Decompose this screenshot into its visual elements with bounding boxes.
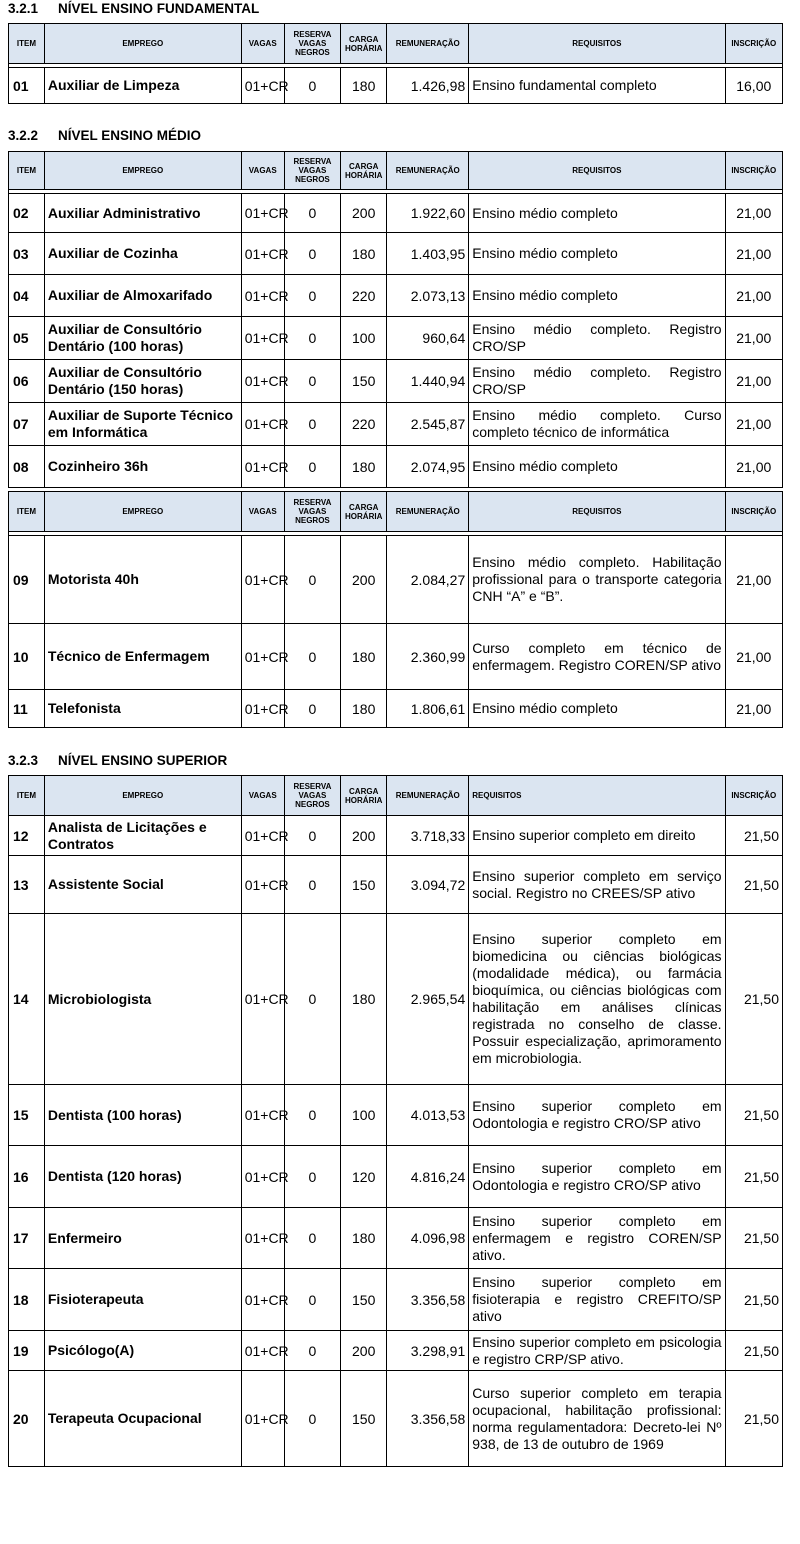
cell-requisitos: Ensino médio completo (469, 194, 725, 233)
cell-requisitos: Ensino médio completo. Habilitação profissional para o transporte categoria CNH “A” e “B”. (469, 536, 725, 624)
cell-reserva: 0 (284, 1269, 340, 1331)
header-inscricao: INSCRIÇÃO (725, 492, 782, 532)
cell-carga: 100 (341, 1085, 387, 1146)
header-item: ITEM (9, 152, 45, 190)
cell-inscricao: 21,50 (725, 1331, 782, 1371)
cell-carga: 200 (341, 194, 387, 233)
header-carga: CARGA HORÁRIA (341, 492, 387, 532)
table-fundamental (8, 23, 783, 104)
table-row (9, 275, 783, 317)
cell-remuneracao: 4.013,53 (387, 1085, 469, 1146)
cell-vagas: 01+CR (241, 1371, 284, 1467)
cell-vagas: 01+CR (241, 1146, 284, 1208)
cell-vagas: 01+CR (241, 690, 284, 728)
table-row (9, 1146, 783, 1208)
cell-vagas: 01+CR (241, 624, 284, 690)
cell-item: 08 (9, 446, 45, 488)
cell-reserva: 0 (284, 914, 340, 1085)
cell-item: 03 (9, 233, 45, 275)
cell-requisitos: Ensino médio completo (469, 446, 725, 488)
header-emprego: EMPREGO (44, 152, 241, 190)
section-heading: NÍVEL ENSINO MÉDIO (58, 128, 202, 143)
cell-emprego: Microbiologista (44, 914, 241, 1085)
cell-carga: 100 (341, 317, 387, 360)
cell-carga: 220 (341, 403, 387, 446)
cell-reserva: 0 (284, 690, 340, 728)
cell-requisitos: Ensino médio completo (469, 233, 725, 275)
section-number: 3.2.1 (8, 1, 39, 16)
cell-remuneracao: 4.096,98 (387, 1208, 469, 1269)
cell-remuneracao: 1.806,61 (387, 690, 469, 728)
cell-carga: 180 (341, 446, 387, 488)
cell-reserva: 0 (284, 1371, 340, 1467)
cell-inscricao: 21,50 (725, 1085, 782, 1146)
cell-requisitos: Curso superior completo em terapia ocupacional, habilitação profissional: norma regulamentadora: Decreto-lei Nº 938, de 13 de outubro de 1969 (469, 1371, 725, 1467)
cell-reserva: 0 (284, 1085, 340, 1146)
cell-remuneracao: 1.440,94 (387, 360, 469, 403)
cell-carga: 220 (341, 275, 387, 317)
cell-requisitos: Ensino superior completo em serviço social. Registro no CREES/SP ativo (469, 856, 725, 914)
table-medio-continued (8, 491, 783, 728)
cell-carga: 180 (341, 1208, 387, 1269)
cell-emprego: Terapeuta Ocupacional (44, 1371, 241, 1467)
cell-reserva: 0 (284, 68, 340, 104)
table-row (9, 403, 783, 446)
table-row (9, 1208, 783, 1269)
cell-inscricao: 21,00 (725, 275, 782, 317)
cell-emprego: Fisioterapeuta (44, 1269, 241, 1331)
cell-item: 01 (9, 68, 45, 104)
header-vagas: VAGAS (241, 492, 284, 532)
table-row (9, 360, 783, 403)
cell-vagas: 01+CR (241, 275, 284, 317)
header-vagas: VAGAS (241, 152, 284, 190)
cell-reserva: 0 (284, 536, 340, 624)
cell-carga: 150 (341, 1269, 387, 1331)
table-row (9, 816, 783, 856)
cell-emprego: Auxiliar de Cozinha (44, 233, 241, 275)
cell-emprego: Técnico de Enfermagem (44, 624, 241, 690)
section-number: 3.2.3 (8, 753, 39, 768)
cell-emprego: Auxiliar de Suporte Técnico em Informática (44, 403, 241, 446)
cell-remuneracao: 3.718,33 (387, 816, 469, 856)
cell-vagas: 01+CR (241, 68, 284, 104)
table-row (9, 233, 783, 275)
table-row (9, 856, 783, 914)
cell-vagas: 01+CR (241, 1269, 284, 1331)
cell-item: 20 (9, 1371, 45, 1467)
cell-remuneracao: 2.545,87 (387, 403, 469, 446)
cell-inscricao: 21,50 (725, 816, 782, 856)
cell-item: 14 (9, 914, 45, 1085)
table-superior (8, 775, 783, 1467)
cell-item: 11 (9, 690, 45, 728)
header-requisitos: REQUISITOS (469, 24, 725, 64)
header-emprego: EMPREGO (44, 24, 241, 64)
cell-reserva: 0 (284, 816, 340, 856)
cell-item: 13 (9, 856, 45, 914)
cell-carga: 200 (341, 816, 387, 856)
cell-carga: 120 (341, 1146, 387, 1208)
cell-vagas: 01+CR (241, 194, 284, 233)
cell-inscricao: 21,00 (725, 360, 782, 403)
cell-item: 19 (9, 1331, 45, 1371)
cell-inscricao: 21,50 (725, 1371, 782, 1467)
header-carga: CARGA HORÁRIA (341, 24, 387, 64)
table-row (9, 68, 783, 104)
cell-reserva: 0 (284, 446, 340, 488)
header-remuneracao: REMUNERAÇÃO (387, 152, 469, 190)
cell-remuneracao: 3.356,58 (387, 1371, 469, 1467)
cell-item: 16 (9, 1146, 45, 1208)
section-title-superior (8, 753, 227, 768)
cell-requisitos: Ensino médio completo. Registro CRO/SP (469, 317, 725, 360)
table-row (9, 1371, 783, 1467)
cell-remuneracao: 3.094,72 (387, 856, 469, 914)
cell-requisitos: Ensino superior completo em enfermagem e registro COREN/SP ativo. (469, 1208, 725, 1269)
cell-reserva: 0 (284, 275, 340, 317)
cell-carga: 180 (341, 233, 387, 275)
cell-carga: 200 (341, 1331, 387, 1371)
header-requisitos: REQUISITOS (469, 152, 725, 190)
cell-item: 02 (9, 194, 45, 233)
cell-requisitos: Ensino médio completo (469, 690, 725, 728)
cell-inscricao: 21,50 (725, 1208, 782, 1269)
header-remuneracao: REMUNERAÇÃO (387, 776, 469, 816)
cell-emprego: Auxiliar de Consultório Dentário (100 horas) (44, 317, 241, 360)
header-requisitos: REQUISITOS (469, 492, 725, 532)
cell-item: 15 (9, 1085, 45, 1146)
cell-reserva: 0 (284, 233, 340, 275)
table-header-row (9, 776, 783, 816)
table-row (9, 536, 783, 624)
cell-carga: 180 (341, 690, 387, 728)
section-title-medio (8, 128, 201, 143)
cell-inscricao: 21,00 (725, 317, 782, 360)
table-header-row (9, 24, 783, 64)
cell-inscricao: 21,00 (725, 624, 782, 690)
cell-vagas: 01+CR (241, 1085, 284, 1146)
cell-inscricao: 21,50 (725, 1146, 782, 1208)
cell-remuneracao: 2.360,99 (387, 624, 469, 690)
cell-remuneracao: 1.426,98 (387, 68, 469, 104)
cell-inscricao: 21,50 (725, 1269, 782, 1331)
header-inscricao: INSCRIÇÃO (725, 776, 782, 816)
cell-vagas: 01+CR (241, 317, 284, 360)
cell-inscricao: 21,50 (725, 856, 782, 914)
cell-emprego: Dentista (100 horas) (44, 1085, 241, 1146)
cell-reserva: 0 (284, 856, 340, 914)
cell-emprego: Dentista (120 horas) (44, 1146, 241, 1208)
cell-inscricao: 21,00 (725, 194, 782, 233)
cell-remuneracao: 4.816,24 (387, 1146, 469, 1208)
cell-requisitos: Ensino médio completo. Curso completo técnico de informática (469, 403, 725, 446)
cell-emprego: Motorista 40h (44, 536, 241, 624)
cell-carga: 150 (341, 360, 387, 403)
header-item: ITEM (9, 776, 45, 816)
cell-item: 18 (9, 1269, 45, 1331)
cell-emprego: Assistente Social (44, 856, 241, 914)
header-carga: CARGA HORÁRIA (341, 152, 387, 190)
header-emprego: EMPREGO (44, 776, 241, 816)
table-header-row (9, 492, 783, 532)
cell-requisitos: Ensino médio completo (469, 275, 725, 317)
header-reserva: RESERVA VAGAS NEGROS (284, 24, 340, 64)
header-remuneracao: REMUNERAÇÃO (387, 24, 469, 64)
cell-vagas: 01+CR (241, 536, 284, 624)
cell-remuneracao: 1.403,95 (387, 233, 469, 275)
header-requisitos: REQUISITOS (469, 776, 725, 816)
cell-item: 06 (9, 360, 45, 403)
cell-remuneracao: 1.922,60 (387, 194, 469, 233)
table-row (9, 1269, 783, 1331)
cell-remuneracao: 2.965,54 (387, 914, 469, 1085)
cell-inscricao: 21,00 (725, 446, 782, 488)
table-row (9, 1085, 783, 1146)
cell-emprego: Telefonista (44, 690, 241, 728)
cell-item: 07 (9, 403, 45, 446)
header-emprego: EMPREGO (44, 492, 241, 532)
header-item: ITEM (9, 24, 45, 64)
cell-inscricao: 21,00 (725, 403, 782, 446)
cell-reserva: 0 (284, 1208, 340, 1269)
cell-carga: 180 (341, 914, 387, 1085)
table-row (9, 690, 783, 728)
header-reserva: RESERVA VAGAS NEGROS (284, 776, 340, 816)
cell-emprego: Auxiliar de Almoxarifado (44, 275, 241, 317)
table-header-row (9, 152, 783, 190)
cell-item: 04 (9, 275, 45, 317)
header-inscricao: INSCRIÇÃO (725, 152, 782, 190)
cell-reserva: 0 (284, 360, 340, 403)
section-heading: NÍVEL ENSINO SUPERIOR (58, 753, 228, 768)
cell-inscricao: 21,00 (725, 536, 782, 624)
cell-requisitos: Ensino superior completo em direito (469, 816, 725, 856)
cell-requisitos: Ensino superior completo em fisioterapia e registro CREFITO/SP ativo (469, 1269, 725, 1331)
table-row (9, 624, 783, 690)
cell-requisitos: Ensino superior completo em psicologia e registro CRP/SP ativo. (469, 1331, 725, 1371)
header-inscricao: INSCRIÇÃO (725, 24, 782, 64)
table-row (9, 317, 783, 360)
cell-vagas: 01+CR (241, 816, 284, 856)
table-row (9, 194, 783, 233)
cell-reserva: 0 (284, 624, 340, 690)
cell-item: 12 (9, 816, 45, 856)
cell-remuneracao: 2.073,13 (387, 275, 469, 317)
cell-vagas: 01+CR (241, 914, 284, 1085)
cell-requisitos: Ensino superior completo em Odontologia e registro CRO/SP ativo (469, 1085, 725, 1146)
cell-inscricao: 21,00 (725, 233, 782, 275)
cell-inscricao: 16,00 (725, 68, 782, 104)
section-number: 3.2.2 (8, 128, 39, 143)
cell-emprego: Auxiliar de Consultório Dentário (150 horas) (44, 360, 241, 403)
cell-vagas: 01+CR (241, 446, 284, 488)
header-reserva: RESERVA VAGAS NEGROS (284, 152, 340, 190)
cell-vagas: 01+CR (241, 360, 284, 403)
cell-carga: 150 (341, 856, 387, 914)
cell-carga: 180 (341, 68, 387, 104)
cell-requisitos: Ensino fundamental completo (469, 68, 725, 104)
cell-emprego: Cozinheiro 36h (44, 446, 241, 488)
cell-remuneracao: 3.356,58 (387, 1269, 469, 1331)
cell-item: 05 (9, 317, 45, 360)
cell-requisitos: Ensino superior completo em biomedicina ou ciências biológicas (modalidade médica), ou farmácia bioquímica, ou ciências biológicas com habilitação em análises clínicas registrada no conselho de classe. Possuir especialização, aprimoramento em microbiologia. (469, 914, 725, 1085)
cell-item: 09 (9, 536, 45, 624)
cell-carga: 150 (341, 1371, 387, 1467)
cell-reserva: 0 (284, 1146, 340, 1208)
cell-remuneracao: 3.298,91 (387, 1331, 469, 1371)
table-medio (8, 151, 783, 488)
cell-remuneracao: 2.074,95 (387, 446, 469, 488)
cell-reserva: 0 (284, 317, 340, 360)
cell-vagas: 01+CR (241, 1208, 284, 1269)
cell-requisitos: Ensino médio completo. Registro CRO/SP (469, 360, 725, 403)
cell-inscricao: 21,00 (725, 690, 782, 728)
header-vagas: VAGAS (241, 776, 284, 816)
section-heading: NÍVEL ENSINO FUNDAMENTAL (58, 1, 260, 16)
cell-emprego: Psicólogo(A) (44, 1331, 241, 1371)
table-row (9, 1331, 783, 1371)
header-carga: CARGA HORÁRIA (341, 776, 387, 816)
table-row (9, 446, 783, 488)
cell-reserva: 0 (284, 194, 340, 233)
cell-reserva: 0 (284, 403, 340, 446)
cell-requisitos: Curso completo em técnico de enfermagem. Registro COREN/SP ativo (469, 624, 725, 690)
cell-vagas: 01+CR (241, 856, 284, 914)
cell-carga: 200 (341, 536, 387, 624)
cell-vagas: 01+CR (241, 403, 284, 446)
cell-emprego: Auxiliar de Limpeza (44, 68, 241, 104)
cell-requisitos: Ensino superior completo em Odontologia e registro CRO/SP ativo (469, 1146, 725, 1208)
header-reserva: RESERVA VAGAS NEGROS (284, 492, 340, 532)
cell-inscricao: 21,50 (725, 914, 782, 1085)
cell-remuneracao: 2.084,27 (387, 536, 469, 624)
cell-reserva: 0 (284, 1331, 340, 1371)
header-remuneracao: REMUNERAÇÃO (387, 492, 469, 532)
cell-remuneracao: 960,64 (387, 317, 469, 360)
header-vagas: VAGAS (241, 24, 284, 64)
cell-item: 17 (9, 1208, 45, 1269)
cell-emprego: Enfermeiro (44, 1208, 241, 1269)
cell-vagas: 01+CR (241, 233, 284, 275)
section-title-fundamental (8, 1, 259, 16)
cell-emprego: Auxiliar Administrativo (44, 194, 241, 233)
cell-emprego: Analista de Licitações e Contratos (44, 816, 241, 856)
table-row (9, 914, 783, 1085)
cell-carga: 180 (341, 624, 387, 690)
header-item: ITEM (9, 492, 45, 532)
cell-vagas: 01+CR (241, 1331, 284, 1371)
cell-item: 10 (9, 624, 45, 690)
